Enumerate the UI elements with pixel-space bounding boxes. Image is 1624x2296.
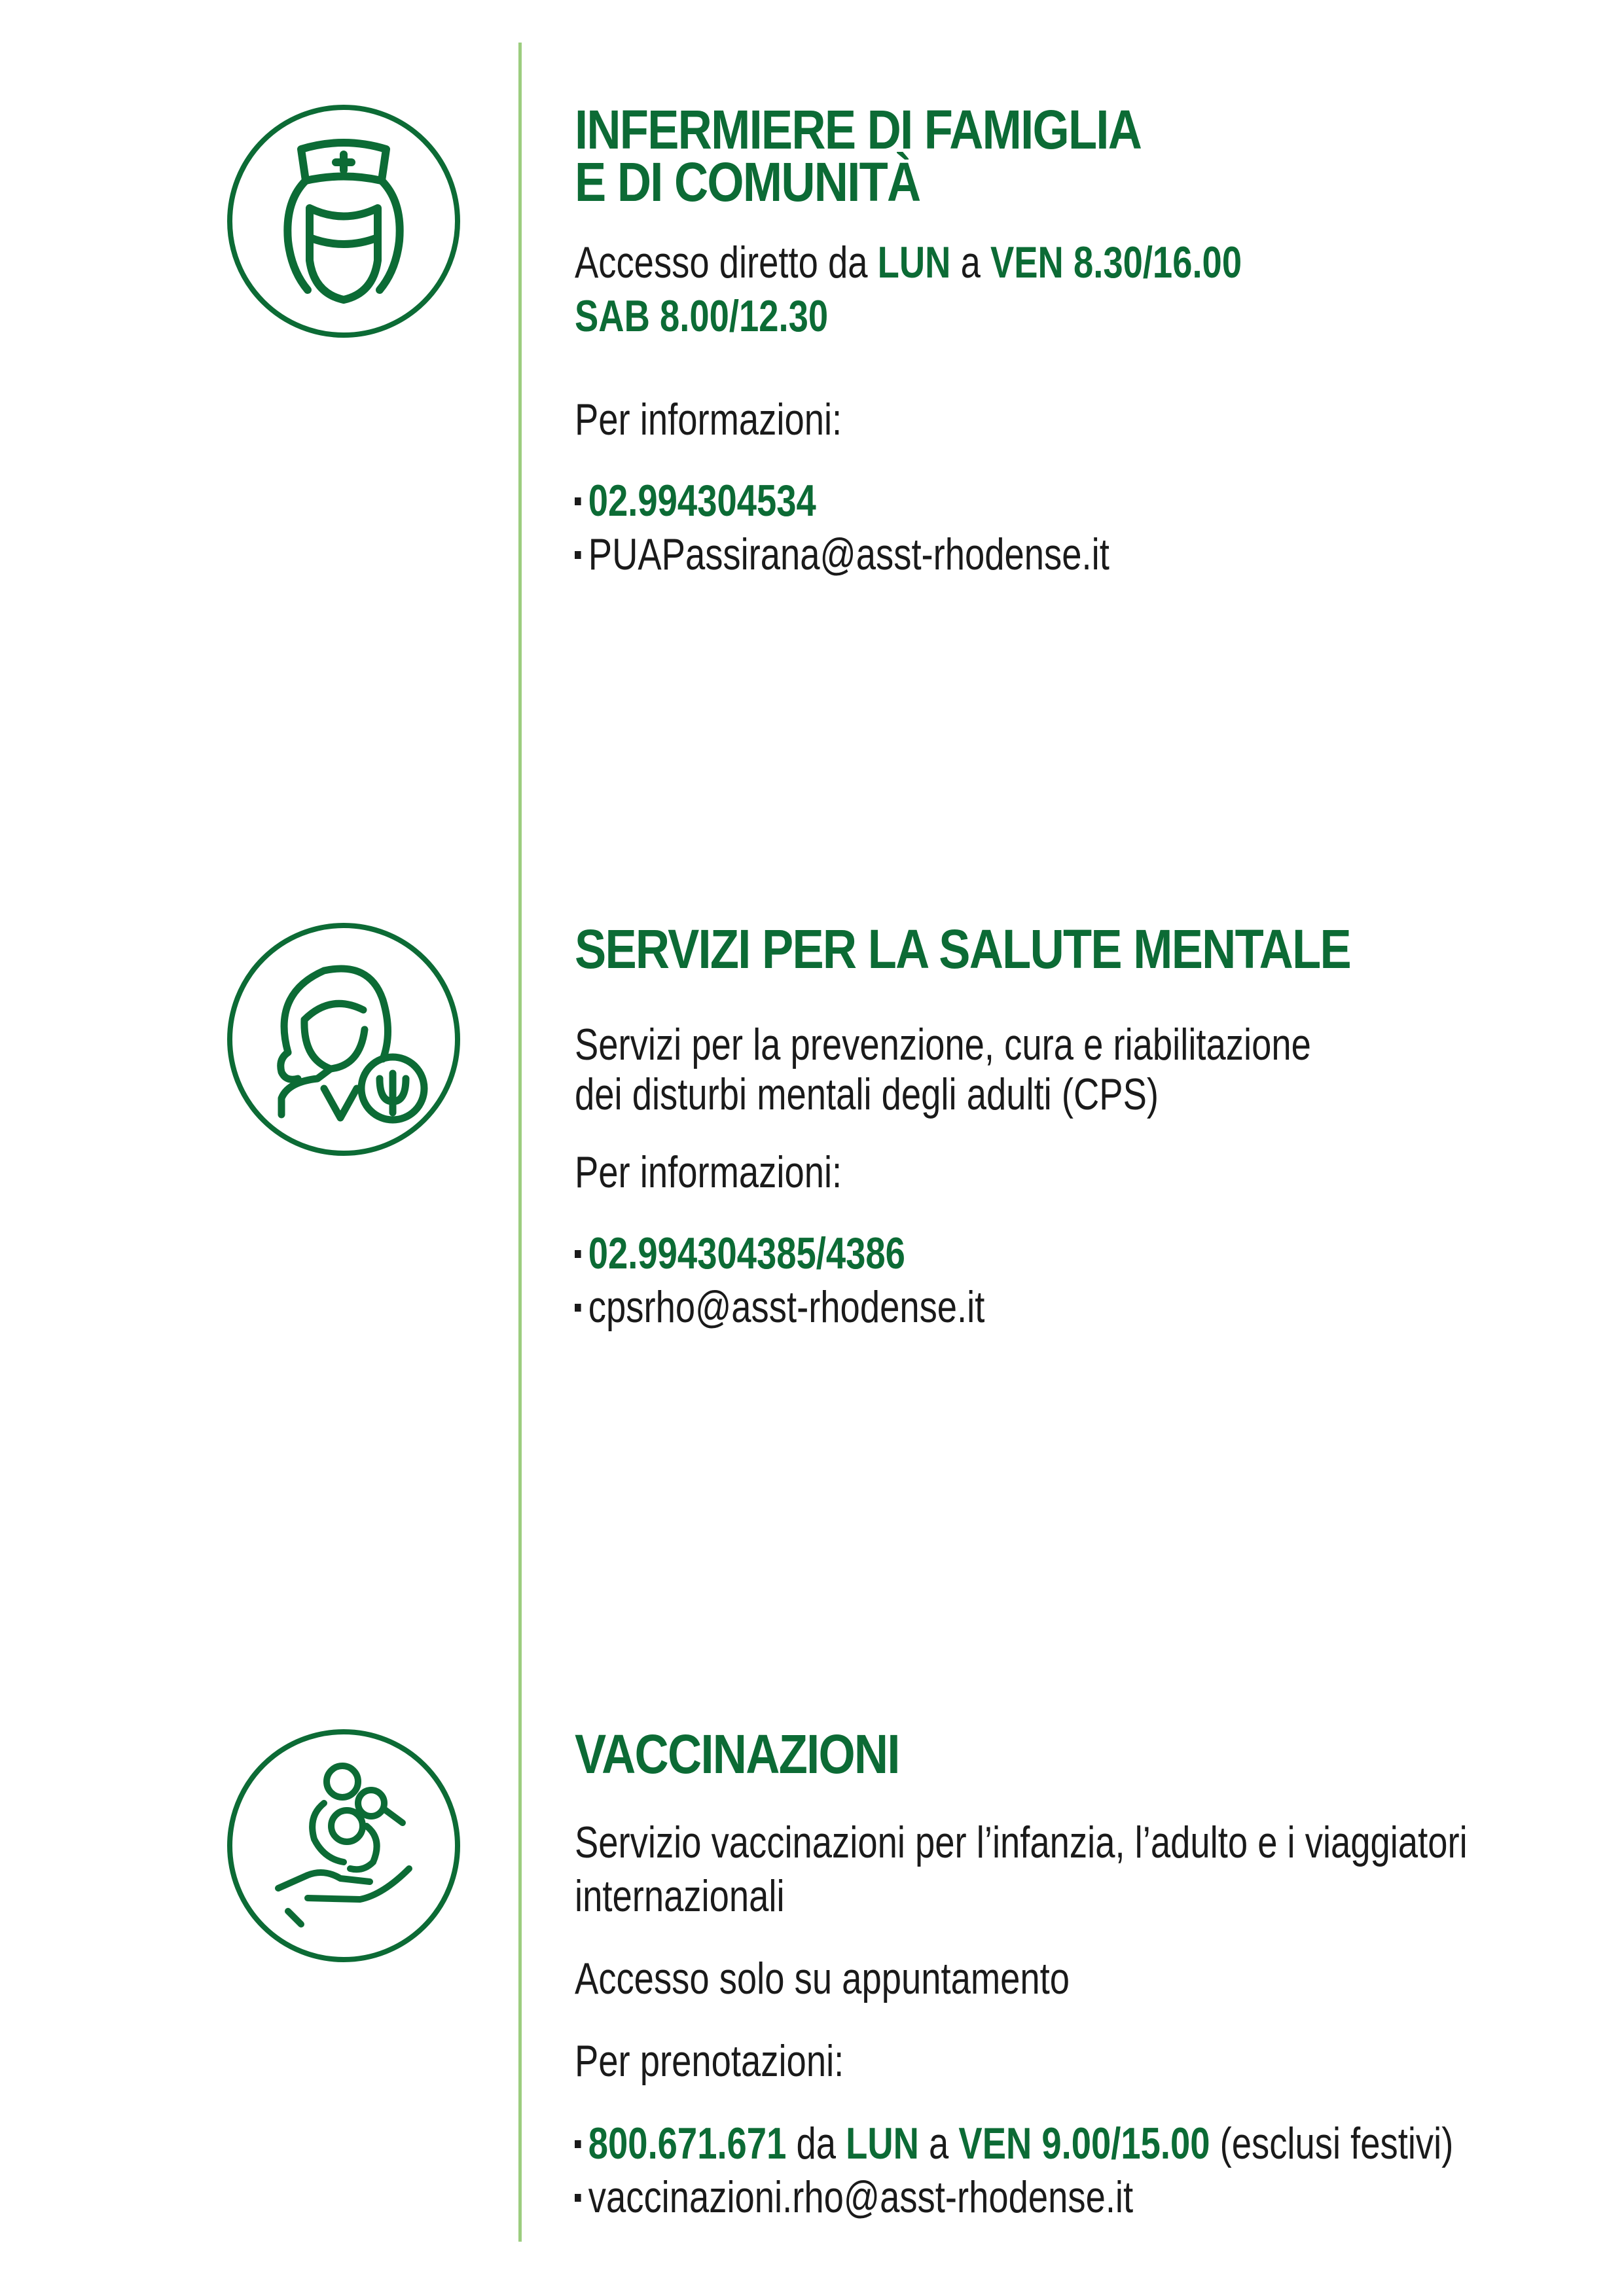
email-address[interactable]: PUAPassirana@asst-rhodense.it bbox=[588, 529, 1110, 579]
description-line-2: internazionali bbox=[575, 1871, 785, 1921]
section-title: SERVIZI PER LA SALUTE MENTALE bbox=[575, 918, 1350, 980]
bullet-icon bbox=[575, 551, 581, 559]
section-title bbox=[575, 99, 1391, 213]
access-hours: Accesso diretto da LUN a VEN 8.30/16.00 bbox=[575, 238, 1242, 287]
phone-item bbox=[575, 1227, 1334, 1280]
description-line-1: Servizi per la prevenzione, cura e riabilitazione bbox=[575, 1020, 1311, 1069]
title-line-2: E DI COMUNITÀ bbox=[575, 151, 920, 213]
saturday-hours: SAB 8.00/12.30 bbox=[575, 291, 829, 341]
title-line-1: INFERMIERE DI FAMIGLIA bbox=[575, 99, 1142, 160]
section-mental-health bbox=[575, 918, 1524, 1334]
info-label: Per informazioni: bbox=[575, 1147, 842, 1197]
description-line-2: dei disturbi mentali degli adulti (CPS) bbox=[575, 1069, 1159, 1119]
phone-number[interactable]: 800.671.671 bbox=[588, 2119, 787, 2168]
email-address[interactable]: vaccinazioni.rho@asst-rhodense.it bbox=[588, 2172, 1134, 2222]
booking-label: Per prenotazioni: bbox=[575, 2036, 844, 2086]
phone-item: 800.671.671 da LUN a VEN 9.00/15.00 (esclusi festivi) bbox=[575, 2117, 1334, 2170]
email-item bbox=[575, 1280, 1334, 1334]
email-item bbox=[575, 2170, 1334, 2224]
vaccination-icon bbox=[226, 1728, 461, 1964]
description-line-1: Servizio vaccinazioni per l’infanzia, l’adulto e i viaggiatori bbox=[575, 1818, 1468, 1867]
info-label: Per informazioni: bbox=[575, 395, 842, 444]
email-item bbox=[575, 528, 1334, 581]
bullet-icon bbox=[575, 497, 581, 505]
section-family-nurse bbox=[575, 99, 1524, 581]
phone-number[interactable]: 02.994304385/4386 bbox=[588, 1229, 905, 1278]
nurse-icon bbox=[226, 103, 461, 339]
bullet-icon bbox=[575, 2194, 581, 2202]
section-vaccinations bbox=[575, 1723, 1524, 2224]
vertical-divider bbox=[518, 43, 522, 2242]
bullet-icon bbox=[575, 1250, 581, 1258]
phone-number[interactable]: 02.994304534 bbox=[588, 476, 816, 526]
access-note: Accesso solo su appuntamento bbox=[575, 1954, 1070, 2003]
bullet-icon bbox=[575, 1304, 581, 1312]
section-title: VACCINAZIONI bbox=[575, 1723, 899, 1785]
mental-health-icon bbox=[226, 922, 461, 1157]
email-address[interactable]: cpsrho@asst-rhodense.it bbox=[588, 1282, 985, 1332]
phone-item bbox=[575, 474, 1334, 528]
bullet-icon bbox=[575, 2140, 581, 2148]
